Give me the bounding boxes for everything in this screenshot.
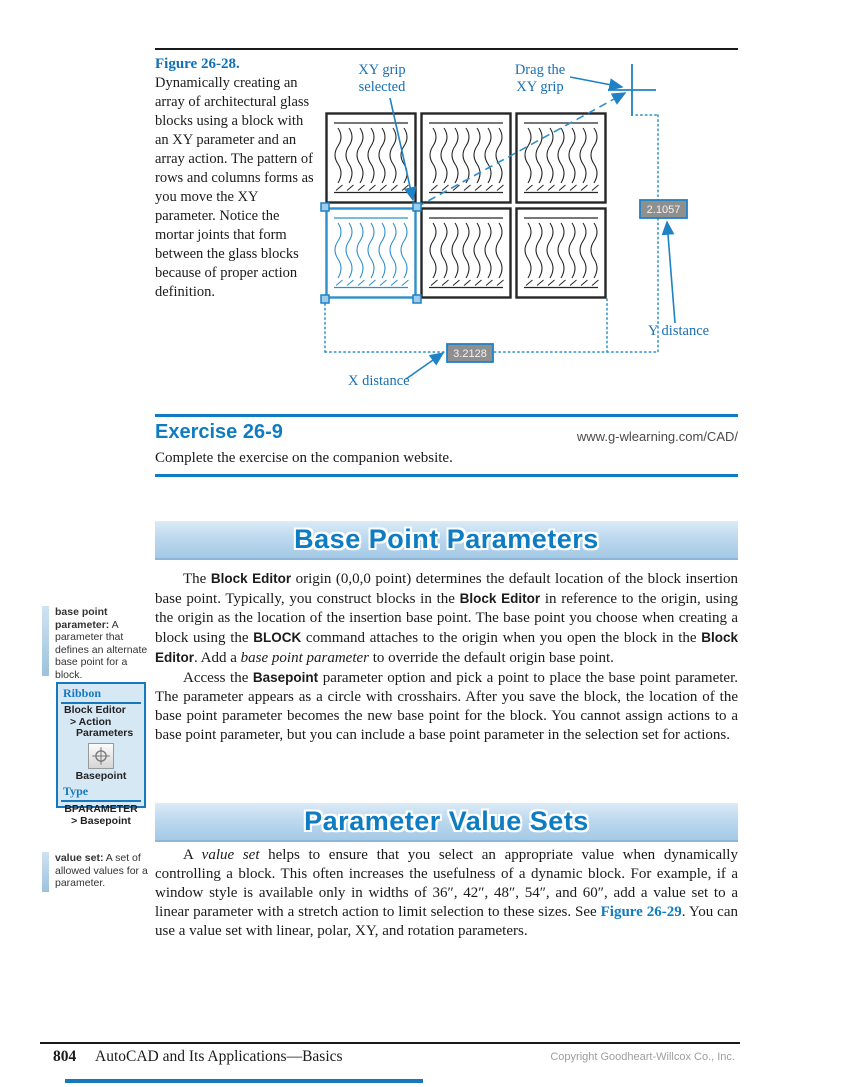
- x-distance-label: X distance: [348, 373, 410, 389]
- y-distance-value: 2.1057: [646, 204, 681, 216]
- note-definition: A set of allowed values for a parameter.: [55, 852, 148, 889]
- body-text-base-point: [155, 569, 738, 745]
- text-run: A: [183, 847, 202, 863]
- text-run: helps to ensure that you select an appropriate value when dynamically controlling a block. This often increases the usefulness of a dynamic block. For example, if a window style is available only in widths of 36″, 42″, 48″, 54″, and 60″, add a value set to a linear parameter with a stretch action to limit selection to these sizes. See: [155, 847, 738, 920]
- figure-label: Figure 26-28.: [155, 56, 240, 72]
- drag-xy-grip-label-line1: Drag the: [514, 62, 566, 78]
- section-banner-base-point: [155, 521, 738, 560]
- bottom-accent-bar: [65, 1079, 423, 1083]
- paragraph: [155, 846, 738, 941]
- section-banner-value-sets: [155, 803, 738, 842]
- command-name: Basepoint: [252, 670, 319, 685]
- margin-note-value-set: [55, 852, 155, 890]
- grip[interactable]: [321, 295, 329, 303]
- ribbon-header: Ribbon: [63, 686, 102, 700]
- glass-block: [422, 114, 511, 203]
- figure-caption-text: Dynamically creating an array of architectural glass blocks using a block with an XY parameter and an array action. The pattern of rows and columns forms as you move the XY parameter. Notice the mortar joints that form between the glass blocks because of proper action definition.: [155, 75, 314, 300]
- glass-block: [517, 114, 606, 203]
- x-distance-value-box: [447, 344, 493, 362]
- note-term: value set:: [55, 852, 104, 864]
- drag-xy-grip-label-line2: XY grip: [516, 79, 564, 95]
- type-command: BPARAMETER: [64, 802, 138, 815]
- glossary-term: base point parameter: [240, 650, 369, 666]
- command-name: Block Editor: [210, 571, 292, 586]
- command-name: Block Editor: [155, 630, 738, 665]
- y-distance-value-box: [640, 200, 687, 218]
- ribbon-access-box: [56, 682, 146, 827]
- command-name: Block Editor: [459, 591, 541, 606]
- body-text-value-sets: [155, 846, 738, 941]
- exercise-title: Exercise 26-9: [155, 421, 283, 443]
- margin-note-bar: [42, 852, 49, 892]
- figure-diagram: [318, 52, 748, 397]
- text-run: Access the: [183, 670, 253, 686]
- ribbon-path-line: Block Editor: [64, 704, 126, 716]
- section-heading: Parameter Value Sets: [304, 806, 589, 836]
- basepoint-button-label: Basepoint: [75, 769, 127, 782]
- xy-grip-selected-label-line2: selected: [358, 79, 406, 95]
- type-command: > Basepoint: [71, 814, 131, 827]
- grip[interactable]: [321, 203, 329, 211]
- figure-top-rule: [155, 48, 738, 50]
- note-definition: A parameter that defines an alternate base point for a block.: [55, 618, 148, 681]
- book-title: AutoCAD and Its Applications—Basics: [95, 1048, 343, 1065]
- xy-grip[interactable]: [413, 203, 421, 211]
- dimension-lines: [325, 115, 658, 352]
- glass-block: [327, 114, 416, 203]
- section-heading: Base Point Parameters: [294, 524, 599, 554]
- exercise-rule-bottom: [155, 474, 738, 477]
- ribbon-path-line: > Action: [70, 715, 112, 728]
- glass-block-selected: [327, 209, 416, 298]
- divider: [61, 800, 141, 802]
- basepoint-icon: [90, 745, 112, 767]
- figure-caption-block: [155, 56, 318, 302]
- type-header: Type: [63, 783, 89, 798]
- paragraph: [155, 569, 738, 668]
- leader-arrows: [390, 77, 675, 379]
- margin-note-base-point: [55, 606, 155, 681]
- note-term: base point parameter:: [55, 606, 110, 631]
- copyright-notice: Copyright Goodheart-Willcox Co., Inc.: [550, 1051, 735, 1063]
- glass-block: [422, 209, 511, 298]
- glass-block-grid: [327, 114, 606, 298]
- text-run: origin (0,0,0 point) determines the default location of the block insertion base point. Typically, you construct blocks in the: [155, 571, 738, 607]
- margin-note-bar: [42, 606, 49, 676]
- text-run: . You can use a value set with linear, polar, XY, and rotation parameters.: [155, 904, 738, 939]
- xy-grip-selected-label-line1: XY grip: [358, 62, 406, 78]
- y-distance-label: Y distance: [648, 323, 710, 339]
- exercise-url: www.g-wlearning.com/CAD/: [576, 429, 738, 444]
- exercise-rule-top: [155, 414, 738, 417]
- grip[interactable]: [413, 295, 421, 303]
- command-name: BLOCK: [253, 630, 302, 645]
- exercise-body: Complete the exercise on the companion website.: [155, 450, 453, 466]
- crosshair-cursor: [608, 64, 656, 116]
- glass-block: [517, 209, 606, 298]
- text-run: in reference to the origin, using the origin as the location of the insertion base point. The base point you choose when creating a block using the: [155, 591, 738, 646]
- page-number: 804: [53, 1048, 77, 1065]
- figure-reference: Figure 26-29: [600, 904, 682, 920]
- paragraph: [155, 668, 738, 745]
- drag-path-line: [417, 93, 625, 207]
- text-run: to override the default origin base point.: [369, 650, 614, 666]
- x-distance-value: 3.2128: [453, 348, 487, 360]
- ribbon-path-line: Parameters: [76, 727, 134, 739]
- footer-rule: [40, 1042, 740, 1044]
- basepoint-tool-button[interactable]: [88, 743, 114, 769]
- text-run: . Add a: [194, 650, 241, 666]
- text-run: The: [183, 571, 211, 587]
- text-run: parameter option and pick a point to place the base point parameter. The parameter appears as a circle with crosshairs. After you save the block, the location of the base point parameter becomes the new base point for the block. You cannot assign actions to a base point parameter, but you can include a base point parameter in the selection set for actions.: [155, 670, 738, 743]
- glossary-term: value set: [201, 847, 260, 863]
- text-run: command attaches to the origin when you open the block in the: [301, 630, 702, 646]
